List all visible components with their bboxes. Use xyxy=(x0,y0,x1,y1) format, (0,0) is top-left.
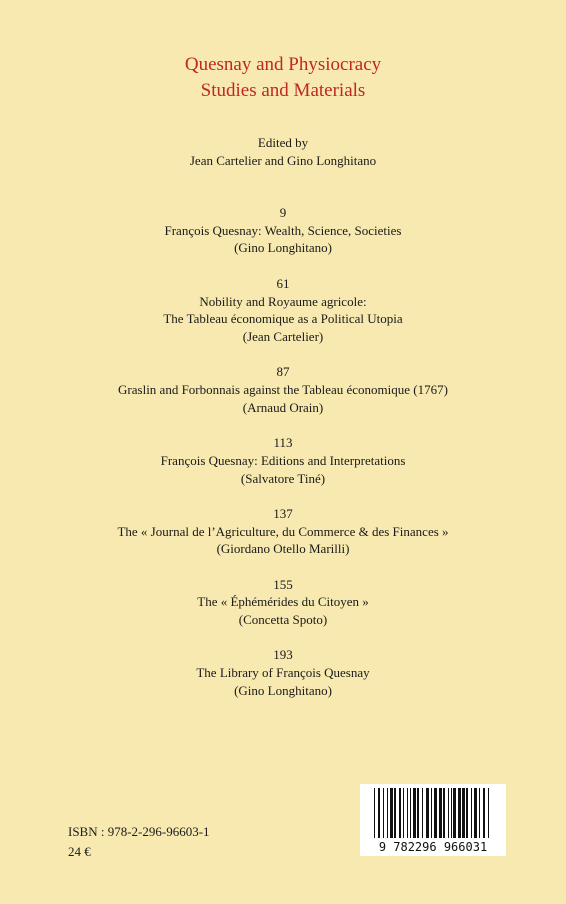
toc-entry xyxy=(0,275,566,346)
toc-chapter-title: Nobility and Royaume agricole: xyxy=(199,293,367,309)
toc-page-number: 87 xyxy=(276,364,290,380)
toc-page-number: 137 xyxy=(273,505,293,521)
toc-page-number: 61 xyxy=(276,275,290,291)
barcode-bar xyxy=(458,788,461,838)
barcode-bar xyxy=(479,788,480,838)
toc-entry xyxy=(0,576,566,629)
barcode-bar xyxy=(413,788,416,838)
barcode-bar xyxy=(410,788,411,838)
barcode-graphic xyxy=(360,784,506,856)
toc-entry xyxy=(0,646,566,699)
barcode-bar xyxy=(403,788,404,838)
toc-author: (Giordano Otello Marilli) xyxy=(216,541,350,557)
barcode-bar xyxy=(474,788,477,838)
toc-chapter-title: François Quesnay: Editions and Interpretations xyxy=(160,452,406,468)
barcode xyxy=(360,784,506,856)
toc-page-number: 113 xyxy=(273,435,293,451)
barcode-bar xyxy=(443,788,445,838)
edited-by-label: Edited by xyxy=(257,135,309,150)
toc-chapter-title: The Library of François Quesnay xyxy=(196,665,370,681)
barcode-bar xyxy=(439,788,442,838)
toc-entry xyxy=(0,204,566,257)
toc-chapter-title: Graslin and Forbonnais against the Tableau économique (1767) xyxy=(118,382,448,397)
barcode-bar xyxy=(431,788,432,838)
toc-author: (Concetta Spoto) xyxy=(238,612,328,628)
toc-chapter-title: François Quesnay: Wealth, Science, Societies xyxy=(164,222,402,238)
barcode-bar xyxy=(394,788,396,838)
barcode-bar xyxy=(451,788,452,838)
toc-entry xyxy=(0,363,566,416)
barcode-bar xyxy=(466,788,468,838)
barcode-bar xyxy=(390,788,393,838)
toc-page-number: 9 xyxy=(279,205,287,220)
barcode-bar xyxy=(417,788,419,838)
barcode-bar xyxy=(471,788,472,838)
barcode-bar xyxy=(426,788,429,838)
barcode-bar xyxy=(407,788,408,838)
barcode-bar xyxy=(488,788,489,838)
toc-chapter-title: The « Journal de l’Agriculture, du Commerce & des Finances » xyxy=(117,523,449,539)
toc-author: (Gino Longhitano) xyxy=(234,240,332,256)
barcode-bar xyxy=(422,788,423,838)
price: 24 € xyxy=(68,844,91,859)
barcode-bar xyxy=(399,788,401,838)
editors-block xyxy=(0,134,566,170)
book-title xyxy=(0,52,566,104)
title-line-1: Quesnay and Physiocracy xyxy=(184,54,382,75)
isbn-number: ISBN : 978-2-296-96603-1 xyxy=(68,824,210,839)
toc-author: (Arnaud Orain) xyxy=(242,399,324,415)
toc-entry xyxy=(0,434,566,487)
barcode-bar xyxy=(483,788,485,838)
toc-author: (Jean Cartelier) xyxy=(242,328,324,344)
title-line-2: Studies and Materials xyxy=(200,80,366,101)
barcode-bar xyxy=(462,788,465,838)
barcode-bar xyxy=(374,788,375,838)
toc-page-number: 155 xyxy=(273,576,293,592)
toc-page-number: 193 xyxy=(273,647,293,663)
barcode-bar xyxy=(383,788,384,838)
barcode-bar xyxy=(378,788,380,838)
barcode-bar xyxy=(453,788,456,838)
barcode-bar xyxy=(387,788,388,838)
editor-names: Jean Cartelier and Gino Longhitano xyxy=(189,153,377,168)
toc-author: (Gino Longhitano) xyxy=(234,682,332,698)
barcode-digits: 9 782296 966031 xyxy=(378,840,488,854)
toc-chapter-title: The « Éphémérides du Citoyen » xyxy=(197,594,369,610)
barcode-bar xyxy=(448,788,449,838)
toc-entry xyxy=(0,505,566,558)
toc-author: (Salvatore Tiné) xyxy=(240,470,326,486)
publication-info xyxy=(68,822,210,862)
table-of-contents xyxy=(0,204,566,717)
toc-chapter-title: The Tableau économique as a Political Utopia xyxy=(163,311,403,327)
barcode-bar xyxy=(434,788,437,838)
